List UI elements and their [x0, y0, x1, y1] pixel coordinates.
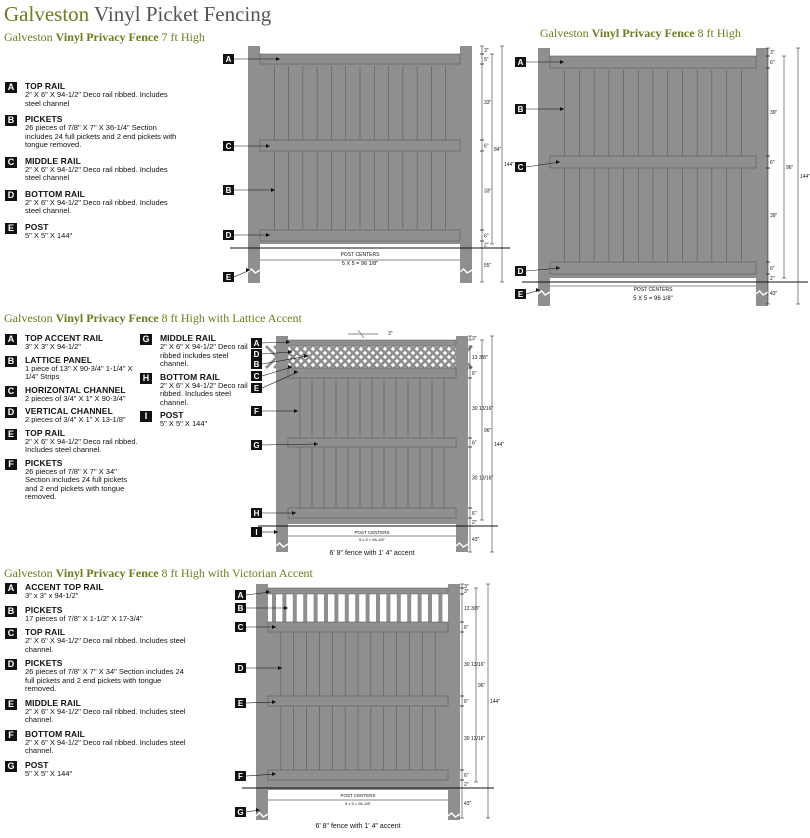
legend-item-title: TOP RAIL [25, 427, 66, 438]
accent-picket [366, 594, 370, 622]
legend-letter-badge: I [140, 411, 152, 422]
legend-item-desc: 2" X 6" X 94-1/2" Deco rail ribbed. Includes steel channel [25, 164, 168, 182]
legend-letter-badge: E [5, 699, 17, 710]
legend-item-desc: 2" X 6" X 94-1/2" Deco rail ribbed. Includes steel channel. [25, 737, 186, 755]
accent-top-rail [268, 588, 448, 594]
accent-picket [397, 594, 401, 622]
callout-letter: D [237, 664, 244, 673]
legend-item-title: LATTICE PANEL [25, 354, 93, 365]
dimension-label: 84" [494, 147, 502, 153]
legend-item-title: PICKETS [25, 658, 63, 668]
dimension-label: 6" [484, 143, 489, 150]
legend-item-e [5, 699, 190, 725]
bottom-rail [550, 262, 756, 274]
legend-item-desc: 1 piece of 13" X 90-3/4" 1-1/4" X 1/4" Strips [25, 363, 133, 381]
right-post-cover [456, 344, 468, 372]
legend-letter-badge: A [5, 583, 17, 594]
post-spacing-label: 5 x 5 = 96-1/8" [359, 537, 385, 542]
legend-item-g [5, 761, 190, 779]
legend-item-desc: 2 pieces of 3/4" X 1" X 13-1/8" [25, 415, 126, 424]
dimension-label: 6" [464, 625, 469, 631]
left-post-cover [276, 344, 288, 372]
dimension-label: 2" [770, 276, 775, 282]
section-4-title: Galveston Vinyl Privacy Fence 8 ft High with Victorian Accent [4, 566, 313, 580]
accent-picket [324, 594, 328, 622]
top-rail [268, 622, 448, 632]
legend-item-title: MIDDLE RAIL [160, 333, 216, 343]
right-post [756, 48, 768, 306]
dimension-label: 55" [484, 263, 492, 269]
dimension-label: 43" [472, 537, 480, 543]
legend-item-desc: 2" X 6" X 94-1/2" Deco rail ribbed includes steel channel. [160, 342, 248, 368]
legend-item-e [5, 223, 185, 241]
dimension-label: 39" [770, 110, 778, 116]
legend-item-desc: 26 pieces of 7/8" X 7" X 36-1/4" Section includes 24 full pickets and 2 end pickets with tongue removed. [25, 123, 177, 149]
callout-letter: C [225, 142, 232, 151]
dimension-label: 13 3/8" [472, 355, 488, 361]
legend-item-b [5, 606, 190, 624]
post-centers-label: POST CENTERS [633, 287, 673, 293]
dimension-label: 33" [484, 100, 492, 106]
legend-item-e [5, 429, 138, 455]
section-2-title: Galveston Vinyl Privacy Fence 8 ft High [540, 26, 741, 40]
callout-letter: B [253, 360, 260, 369]
legend-item-desc: 2" X 6" X 94-1/2" Deco rail ribbed. Includes steel channel. [25, 636, 186, 654]
top-rail [288, 368, 456, 378]
left-post [256, 584, 268, 820]
callout-letter: E [225, 273, 232, 282]
legend-item-desc: 5" X 5" X 144" [160, 419, 208, 428]
right-post [460, 46, 472, 283]
top-rail [260, 54, 460, 64]
section-1-title: Galveston Vinyl Privacy Fence 7 ft High [4, 30, 205, 44]
legend-letter-badge: G [140, 334, 152, 345]
legend-item-f [5, 730, 190, 756]
post-centers-label: POST CENTERS [354, 530, 390, 535]
legend-item-desc: 5" X 5" X 144" [25, 768, 73, 778]
dimension-label: 96" [786, 165, 794, 171]
dimension-label: 96" [484, 428, 492, 434]
bottom-rail [288, 508, 456, 518]
dimension-label: 3" [484, 48, 489, 54]
legend-letter-badge: A [5, 334, 17, 345]
dimension-label: 2" [472, 520, 477, 526]
dimension-label: 2" [484, 242, 489, 249]
callout-letter: F [254, 407, 259, 416]
legend-item-title: TOP RAIL [25, 81, 66, 91]
dimension-label: 144" [800, 174, 810, 180]
fence-caption: 6' 8" fence with 1' 4" accent [315, 823, 401, 830]
dimension-label: 13 3/8" [464, 606, 480, 612]
legend-letter-badge: G [5, 761, 17, 772]
fence-diagram-victorian [232, 578, 502, 834]
legend-item-desc: 2 pieces of 3/4" X 1" X 90-3/4" [25, 393, 126, 403]
callout-letter: B [225, 186, 232, 195]
post-centers-label: POST CENTERS [340, 252, 380, 258]
post-centers-label: POST CENTERS [340, 793, 376, 798]
dimension-label: 3" [388, 331, 393, 337]
bottom-rail [268, 770, 448, 780]
dimension-label: 3" [472, 336, 477, 342]
left-post [538, 48, 550, 306]
callout-letter: C [253, 372, 260, 381]
dimension-label: 6" [770, 160, 775, 166]
legend-item-title: ACCENT TOP RAIL [25, 582, 104, 592]
callout-letter: B [517, 105, 524, 114]
legend-item-c [5, 157, 185, 183]
callout-letter: B [237, 604, 244, 613]
legend-letter-badge: B [5, 606, 17, 617]
dimension-label: 3" [464, 589, 469, 595]
middle-rail [288, 438, 456, 447]
legend-section-1 [5, 82, 185, 247]
dimension-label: 6" [472, 511, 477, 517]
legend-letter-badge: C [5, 157, 17, 168]
dimension-label: 33" [484, 188, 492, 195]
legend-item-title: POST [25, 221, 49, 232]
dimension-label: 6" [770, 60, 775, 66]
callout-letter: H [253, 509, 260, 518]
legend-section-3-left [5, 334, 138, 506]
legend-item-b [5, 115, 185, 150]
fence-diagram-8ft [512, 44, 810, 312]
dimension-label: 6" [464, 699, 469, 705]
legend-item-a [5, 334, 138, 352]
dimension-label: 5" [484, 57, 489, 63]
bottom-rail [260, 230, 460, 241]
legend-item-title: POST [25, 759, 49, 770]
legend-item-title: MIDDLE RAIL [25, 697, 81, 708]
accent-picket [303, 594, 307, 622]
legend-item-desc: 2" X 6" X 94-1/2" Deco rail ribbed. Includes steel channel. [25, 197, 168, 215]
callout-letter: E [517, 290, 524, 299]
callout-letter: G [237, 808, 244, 817]
accent-picket [407, 594, 411, 622]
dimension-label: 6" [770, 266, 775, 272]
legend-item-title: MIDDLE RAIL [25, 155, 81, 166]
post-spacing-label: 5 X 5 = 96 1/8" [341, 261, 379, 267]
legend-item-title: TOP RAIL [25, 627, 66, 637]
legend-item-desc: 17 pieces of 7/8" X 1-1/2" X 17-3/4" [25, 613, 143, 623]
legend-item-a [5, 583, 190, 601]
callout-letter: A [517, 58, 524, 67]
accent-picket [334, 594, 338, 622]
middle-rail [260, 140, 460, 151]
legend-item-title: PICKETS [25, 114, 63, 124]
accent-picket [376, 594, 380, 622]
callout-letter: D [253, 350, 260, 359]
post-spacing-label: 5 X 5 = 96 1/8" [633, 296, 673, 302]
callout-letter: E [253, 384, 260, 393]
callout-letter: G [253, 441, 260, 450]
callout-letter: C [517, 163, 524, 172]
fence-caption: 6' 8" fence with 1' 4" accent [329, 550, 415, 557]
right-post [448, 584, 460, 820]
accent-picket [418, 594, 422, 622]
callout-letter: D [225, 231, 232, 240]
dimension-label: 144" [504, 162, 515, 168]
legend-letter-badge: B [5, 356, 17, 367]
legend-letter-badge: C [5, 628, 17, 639]
accent-picket [428, 594, 432, 622]
legend-item-title: PICKETS [25, 604, 63, 615]
legend-item-title: POST [160, 410, 184, 420]
accent-picket [386, 594, 390, 622]
callout-letter: A [253, 339, 260, 348]
legend-item-d [5, 407, 138, 425]
fence-diagram-lattice [248, 324, 508, 560]
dimension-label: 6" [484, 233, 489, 240]
middle-rail [268, 696, 448, 706]
legend-item-desc: 26 pieces of 7/8" X 7" X 34" Section includes 24 full pickets and 2 end pickets with tongue removed. [25, 667, 184, 693]
dimension-label: 144" [490, 699, 501, 705]
legend-section-4 [5, 583, 190, 783]
legend-item-title: BOTTOM RAIL [25, 188, 85, 199]
legend-item-desc: 3" X 3" X 94-1/2" [25, 342, 81, 351]
callout-letter: A [225, 55, 232, 64]
legend-item-desc: 2" X 6" X 94-1/2" Deco rail ribbed. Includes steel channel. [25, 706, 186, 724]
callout-letter: E [237, 699, 244, 708]
legend-letter-badge: F [5, 730, 17, 741]
legend-item-d [5, 190, 185, 216]
legend-item-desc: 2" X 6" X 94-1/2" Deco rail ribbed. Includes steel channel. [160, 380, 248, 407]
dimension-label: 144" [494, 442, 505, 448]
top-rail [550, 56, 756, 68]
legend-item-i [140, 411, 250, 429]
dimension-label: 30 13/16" [464, 736, 486, 742]
dimension-label: 43" [464, 801, 472, 807]
accent-picket [345, 594, 349, 622]
callout-letter: F [238, 772, 243, 781]
legend-item-desc: 3" x 3" x 94-1/2" [25, 591, 79, 600]
legend-item-desc: 2" X 6" X 94-1/2" Deco rail ribbed. Includes steel channel [25, 90, 168, 108]
dimension-label: 3" [770, 50, 775, 56]
legend-item-desc: 2" X 6" X 94-1/2" Deco rail ribbed. Includes steel channel. [25, 436, 138, 454]
legend-letter-badge: D [5, 190, 17, 201]
accent-picket [293, 594, 297, 622]
dimension-label: 6" [472, 440, 477, 447]
accent-picket [438, 594, 442, 622]
legend-item-title: TOP ACCENT RAIL [25, 333, 104, 343]
dimension-label: 3" [464, 584, 469, 590]
legend-letter-badge: B [5, 115, 17, 126]
legend-item-c [5, 628, 190, 654]
middle-rail [550, 156, 756, 168]
dimension-label: 96" [478, 683, 486, 689]
dimension-label: 30 13/16" [472, 475, 494, 482]
page-title: Galveston Vinyl Picket Fencing [4, 2, 272, 26]
legend-item-desc: 5" X 5" X 144" [25, 230, 73, 240]
legend-item-d [5, 659, 190, 694]
legend-item-title: BOTTOM RAIL [160, 371, 220, 382]
dimension-label: 30 13/16" [464, 662, 486, 668]
legend-item-h [140, 373, 250, 408]
accent-picket [314, 594, 318, 622]
callout-letter: D [517, 267, 524, 276]
legend-letter-badge: F [5, 459, 17, 470]
legend-item-b [5, 356, 138, 382]
section-3-title: Galveston Vinyl Privacy Fence 8 ft High with Lattice Accent [4, 311, 302, 325]
legend-letter-badge: E [5, 223, 17, 234]
legend-item-g [140, 334, 250, 369]
dimension-label: 6" [464, 773, 469, 779]
dimension-label: 43" [770, 291, 778, 297]
callout-letter: I [255, 528, 258, 537]
legend-letter-badge: H [140, 373, 152, 384]
legend-letter-badge: C [5, 386, 17, 397]
legend-item-title: HORIZONTAL CHANNEL [25, 384, 126, 395]
legend-letter-badge: E [5, 429, 17, 440]
accent-picket [355, 594, 359, 622]
fence-diagram-7ft [220, 44, 515, 284]
dimension-label: 6" [472, 371, 477, 377]
top-accent-rail [288, 340, 456, 346]
legend-item-title: VERTICAL CHANNEL [25, 406, 113, 416]
legend-letter-badge: D [5, 659, 17, 670]
callout-letter: C [237, 623, 244, 632]
legend-letter-badge: A [5, 82, 17, 93]
legend-letter-badge: D [5, 407, 17, 418]
legend-section-3-right [140, 334, 250, 433]
dimension-label: 30 13/16" [472, 406, 494, 412]
legend-item-a [5, 82, 185, 108]
legend-item-c [5, 386, 138, 404]
legend-item-f [5, 459, 138, 502]
legend-item-desc: 26 pieces of 7/8" X 7" X 34" Section includes 24 full pickets and 2 end pickets with tongue removed. [25, 466, 128, 501]
dimension-label: 39" [770, 213, 778, 219]
left-post [248, 46, 260, 283]
legend-item-title: PICKETS [25, 457, 63, 468]
post-spacing-label: 5 x 5 = 96-1/8" [345, 801, 371, 806]
legend-item-title: BOTTOM RAIL [25, 728, 85, 739]
callout-letter: A [237, 591, 244, 600]
dimension-label: 2" [464, 782, 469, 788]
